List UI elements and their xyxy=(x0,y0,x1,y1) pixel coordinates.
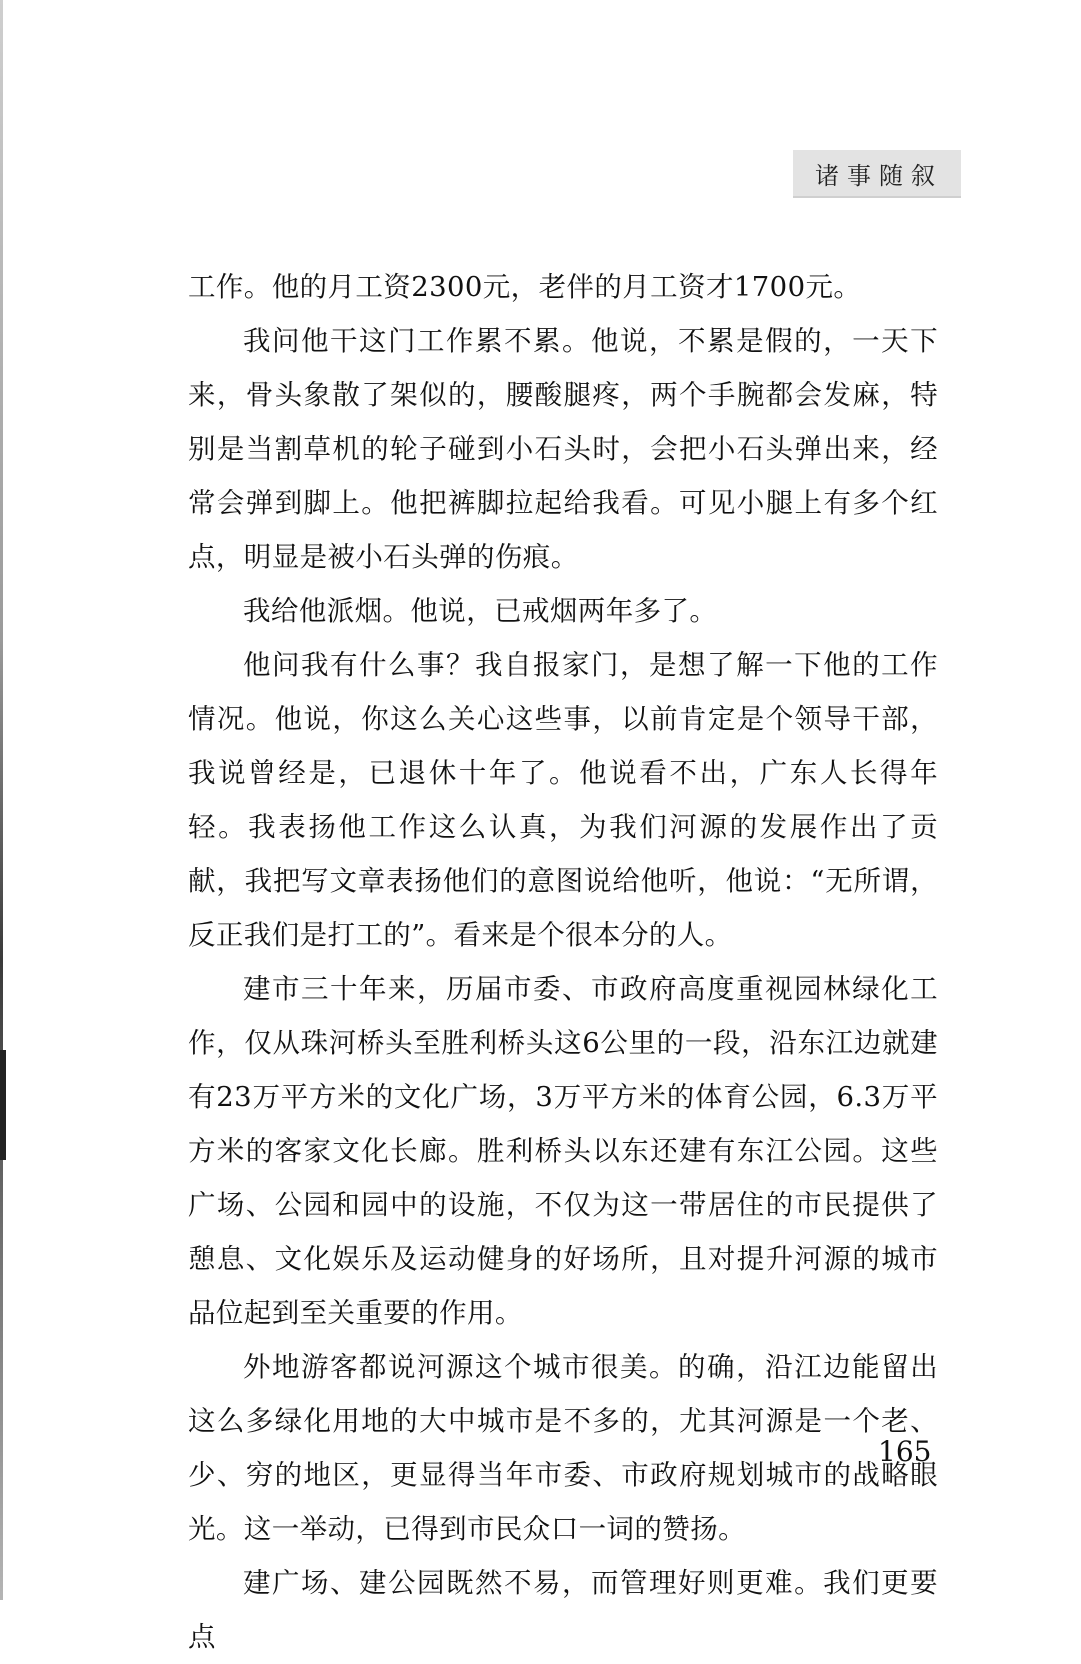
paragraph: 他问我有什么事？我自报家门，是想了解一下他的工作情况。他说，你这么关心这些事，以前肯定是个领导干部，我说曾经是，已退休十年了。他说看不出，广东人长得年轻。我表扬他工作这么认真，为我们河源的发展作出了贡献，我把写文章表扬他们的意图说给他听，他说：“无所谓，反正我们是打工的”。看来是个很本分的人。 xyxy=(188,649,938,951)
scan-edge xyxy=(0,0,3,1600)
paragraph: 建市三十年来，历届市委、市政府高度重视园林绿化工作，仅从珠河桥头至胜利桥头这6公里的一段，沿东江边就建有23万平方米的文化广场，3万平方米的体育公园，6.3万平方米的客家文化长廊。胜利桥头以东还建有东江公园。这些广场、公园和园中的设施，不仅为这一带居住的市民提供了憩息、文化娱乐及运动健身的好场所，且对提升河源的城市品位起到至关重要的作用。 xyxy=(188,973,938,1329)
paragraph: 外地游客都说河源这个城市很美。的确，沿江边能留出这么多绿化用地的大中城市是不多的，尤其河源是一个老、少、穷的地区，更显得当年市委、市政府规划城市的战略眼光。这一举动，已得到市民众口一词的赞扬。 xyxy=(188,1351,938,1545)
scan-binding-mark xyxy=(0,1050,6,1160)
body-text xyxy=(188,260,938,1664)
paragraph: 我问他干这门工作累不累。他说，不累是假的，一天下来，骨头象散了架似的，腰酸腿疼，两个手腕都会发麻，特别是当割草机的轮子碰到小石头时，会把小石头弹出来，经常会弹到脚上。他把裤脚拉起给我看。可见小腿上有多个红点，明显是被小石头弹的伤痕。 xyxy=(188,325,938,573)
running-header-title: 诸事随叙 xyxy=(815,161,943,190)
running-header xyxy=(793,150,961,198)
paragraph: 工作。他的月工资2300元，老伴的月工资才1700元。 xyxy=(188,271,862,303)
page-number: 165 xyxy=(878,1435,932,1468)
paragraph: 我给他派烟。他说，已戒烟两年多了。 xyxy=(243,595,718,627)
paragraph: 建广场、建公园既然不易，而管理好则更难。我们更要点 xyxy=(188,1567,938,1653)
